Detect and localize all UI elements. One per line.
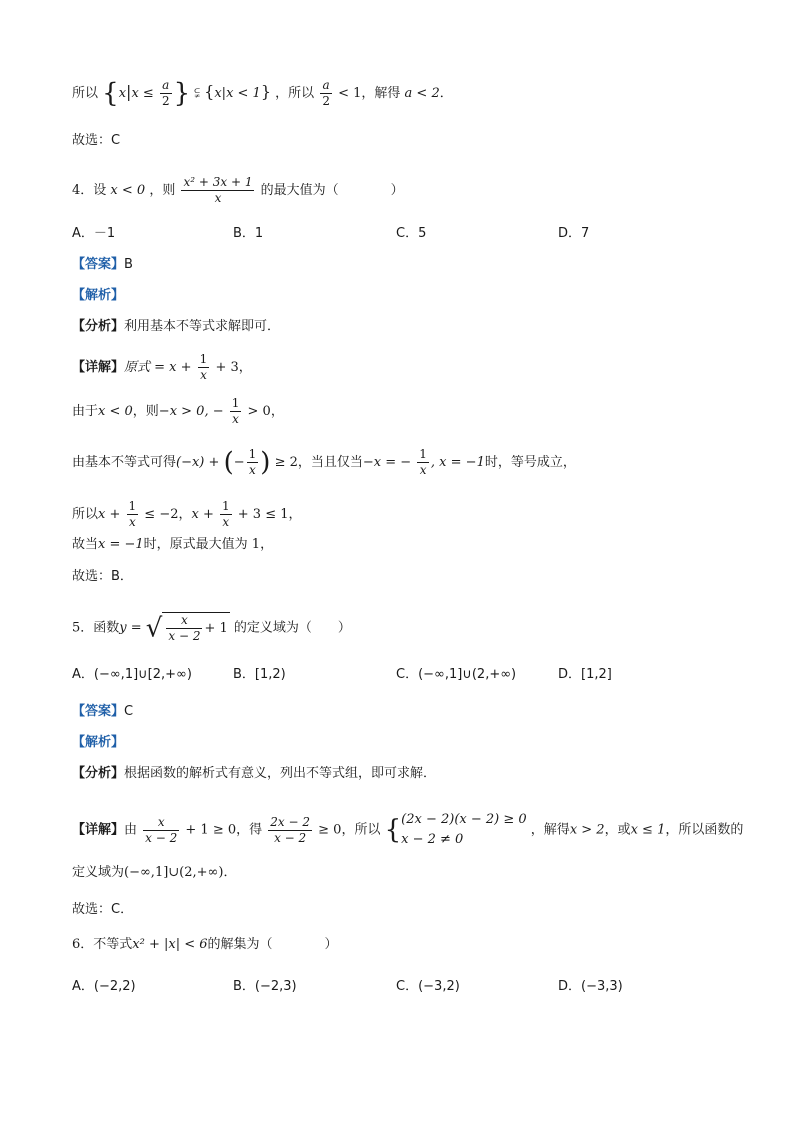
brace-left: { bbox=[204, 82, 215, 101]
detail-line-2 bbox=[72, 396, 284, 427]
detail-line-2 bbox=[72, 864, 236, 882]
math: (−∞,1]∪(2,+∞) bbox=[124, 865, 224, 880]
text: 所以 bbox=[72, 86, 99, 101]
text: ，解得 bbox=[530, 822, 570, 838]
bar: | bbox=[126, 82, 132, 101]
text: ，所以函数的 bbox=[665, 822, 744, 838]
paren-left: ( bbox=[223, 447, 234, 478]
text: 由基本不等式可得 bbox=[72, 455, 177, 470]
math: x + bbox=[191, 507, 214, 522]
option-d: D．[1,2] bbox=[558, 667, 612, 682]
math: −x > 0, − bbox=[158, 404, 224, 419]
text: ，则 bbox=[149, 183, 176, 198]
math: x² + |x| < 6 bbox=[132, 937, 208, 952]
question-number: 6．不等式 bbox=[72, 937, 133, 952]
fraction: $\frac{x}{x - 2}$ bbox=[168, 613, 201, 643]
paren-right: ) bbox=[260, 447, 271, 478]
analysis-tag bbox=[72, 734, 124, 752]
text: 故当 bbox=[72, 537, 99, 552]
math: ≤ −2， bbox=[144, 507, 192, 522]
choose-line: 故选：B． bbox=[72, 569, 133, 584]
question-number: 5．函数 bbox=[72, 620, 120, 636]
text: ，所以 bbox=[275, 86, 315, 101]
inequality-system: (2x − 2)(x − 2) ≥ 0 x − 2 ≠ 0 bbox=[401, 812, 527, 847]
fenxi-line bbox=[72, 318, 280, 336]
math: x ≤ bbox=[131, 86, 154, 101]
math: x < 0 bbox=[98, 404, 133, 419]
detail-line-4 bbox=[72, 499, 302, 530]
option-c: C．(−3,2) bbox=[396, 979, 460, 994]
option-a: A．(−∞,1]∪[2,+∞) bbox=[72, 667, 192, 682]
fraction: $\frac{1}{x}$ bbox=[248, 447, 257, 477]
option-d: D．(−3,3) bbox=[558, 979, 623, 994]
question-5-stem bbox=[72, 612, 351, 644]
math: x + bbox=[98, 507, 121, 522]
question-6-stem bbox=[72, 936, 338, 954]
brace-right: } bbox=[260, 82, 272, 101]
text: 根据函数的解析式有意义，列出不等式组，即可求解． bbox=[124, 766, 437, 781]
math: x > 2 bbox=[569, 822, 605, 838]
fraction: $\frac{1}{x}$ bbox=[128, 499, 137, 529]
text: 定义域为 bbox=[72, 865, 125, 880]
text: 时，原式最大值为 1， bbox=[143, 537, 274, 552]
sqrt: √ $\frac{x}{x - 2}$ + 1 bbox=[145, 613, 228, 644]
text: 的最大值为（ ） bbox=[260, 183, 404, 198]
option-a: A．(−2,2) bbox=[72, 979, 136, 994]
text: ． bbox=[223, 865, 237, 880]
text: ． bbox=[439, 86, 453, 101]
fraction: $\frac{a}{2}$ bbox=[322, 78, 330, 108]
answer-line bbox=[72, 703, 133, 721]
option-b: B．1 bbox=[233, 226, 264, 241]
text: ≥ 2，当且仅当 bbox=[274, 455, 363, 470]
math: (−x) + bbox=[176, 455, 220, 470]
fraction: $\frac{x}{x - 2}$ bbox=[145, 814, 178, 845]
choose-line: 故选：C． bbox=[72, 902, 134, 917]
option-d: D．7 bbox=[558, 226, 590, 241]
subset-symbol: ⫋ bbox=[194, 86, 200, 101]
math: − bbox=[233, 455, 245, 470]
text: 时，等号成立， bbox=[484, 455, 576, 470]
text: 由 bbox=[124, 822, 138, 838]
text: 的解集为（ ） bbox=[207, 937, 338, 952]
math: x bbox=[118, 86, 127, 101]
choose-line: 故选：C bbox=[72, 133, 121, 148]
math: 原式 = x + bbox=[124, 360, 192, 375]
math: a < 2 bbox=[404, 86, 440, 101]
answer-value: C bbox=[124, 704, 134, 719]
analysis-label: 【解析】 bbox=[72, 288, 125, 303]
math: x ≤ 1 bbox=[630, 822, 666, 838]
detail-line-3 bbox=[72, 447, 576, 478]
fraction: $\frac{1}{x}$ bbox=[419, 447, 427, 477]
detail-line-5 bbox=[72, 536, 273, 554]
option-a: A．－1 bbox=[72, 226, 116, 241]
answer-value: B bbox=[124, 257, 133, 272]
math: + 3， bbox=[215, 360, 252, 375]
detail-tag: 【详解】 bbox=[72, 360, 125, 375]
brace-left: { bbox=[384, 815, 402, 845]
detail-line-1 bbox=[72, 352, 252, 383]
math: y = bbox=[119, 620, 142, 636]
question-number: 4．设 bbox=[72, 183, 107, 198]
detail-tag: 【详解】 bbox=[72, 822, 125, 838]
fenxi-tag: 【分析】 bbox=[72, 319, 125, 334]
detail-line-1 bbox=[72, 810, 743, 850]
option-b: B．(−2,3) bbox=[233, 979, 297, 994]
question-4-stem bbox=[72, 175, 404, 206]
answer-tag: 【答案】 bbox=[72, 257, 125, 272]
analysis-label: 【解析】 bbox=[72, 735, 125, 750]
brace-left: { bbox=[102, 78, 119, 109]
math: x < 0 bbox=[110, 183, 146, 198]
math: x bbox=[214, 86, 222, 101]
fraction: $\frac{2x - 2}{x - 2}$ bbox=[270, 814, 311, 845]
text: ≥ 0，所以 bbox=[318, 822, 381, 838]
math: + 3 ≤ 1， bbox=[237, 507, 302, 522]
fraction: $\frac{1}{x}$ bbox=[231, 396, 240, 426]
text: ，则 bbox=[132, 404, 159, 419]
math: x < 1 bbox=[226, 86, 261, 101]
solution-line-set-relation bbox=[72, 78, 453, 109]
answer-tag: 【答案】 bbox=[72, 704, 125, 719]
math: x = −1 bbox=[98, 537, 144, 552]
fraction: $\frac{a}{2}$ bbox=[161, 78, 170, 108]
text: 所以 bbox=[72, 507, 99, 522]
text: 利用基本不等式求解即可． bbox=[124, 319, 281, 334]
answer-line bbox=[72, 256, 133, 274]
bar: | bbox=[221, 86, 227, 101]
math: −x = − bbox=[362, 455, 412, 470]
fenxi-line bbox=[72, 765, 436, 783]
option-c: C．5 bbox=[396, 226, 427, 241]
fenxi-tag: 【分析】 bbox=[72, 766, 125, 781]
text: < 1，解得 bbox=[338, 86, 401, 101]
option-b: B．[1,2) bbox=[233, 667, 286, 682]
brace-right: } bbox=[173, 78, 191, 109]
text: ，或 bbox=[604, 822, 631, 838]
fraction: $\frac{1}{x}$ bbox=[199, 352, 208, 382]
option-c: C．(−∞,1]∪(2,+∞) bbox=[396, 667, 517, 682]
fraction: $\frac{\text{x² + 3x + 1}}{x}$ bbox=[183, 175, 253, 205]
text: 由于 bbox=[72, 404, 99, 419]
math: > 0， bbox=[247, 404, 284, 419]
text: 的定义域为（ ） bbox=[233, 620, 351, 636]
text: + 1 ≥ 0，得 bbox=[185, 822, 263, 838]
fraction: $\frac{1}{x}$ bbox=[222, 499, 230, 529]
analysis-tag bbox=[72, 287, 124, 305]
math: , x = −1 bbox=[430, 455, 485, 470]
